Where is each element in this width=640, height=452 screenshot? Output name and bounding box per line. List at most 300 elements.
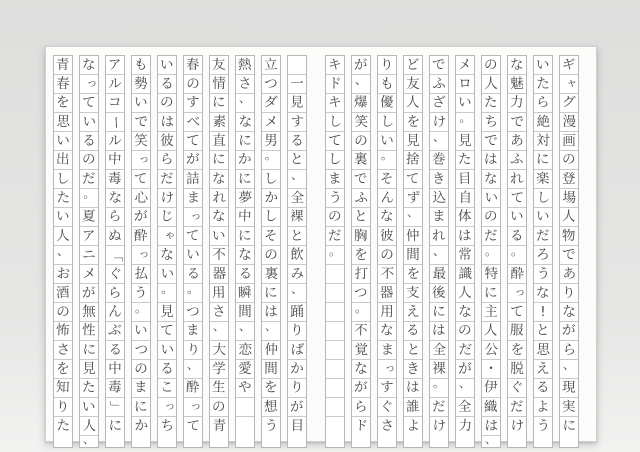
char-cell: 識 bbox=[456, 265, 474, 284]
char-cell: 。 bbox=[132, 303, 150, 322]
manuscript-column bbox=[429, 55, 449, 448]
char-cell: つ bbox=[262, 75, 280, 94]
char-cell: 愛 bbox=[236, 360, 254, 379]
char-cell: よ bbox=[535, 398, 551, 416]
char-cell: だ bbox=[81, 170, 97, 188]
char-cell: 瞬 bbox=[237, 284, 253, 302]
char-cell: 、 bbox=[184, 360, 202, 379]
char-cell: ニ bbox=[80, 246, 98, 265]
char-cell: や bbox=[236, 379, 254, 398]
char-cell: に bbox=[237, 227, 253, 245]
char-cell: る bbox=[404, 322, 422, 341]
char-cell: 人 bbox=[404, 94, 422, 113]
char-cell: い bbox=[378, 132, 396, 151]
char-cell: 出 bbox=[54, 151, 72, 170]
char-cell: ふ bbox=[508, 151, 526, 170]
char-cell: ル bbox=[106, 132, 124, 151]
char-cell: の bbox=[158, 94, 176, 113]
char-cell: 」 bbox=[106, 398, 124, 417]
char-cell: ・ bbox=[482, 360, 500, 379]
char-cell: メ bbox=[80, 265, 98, 284]
char-cell: い bbox=[81, 398, 97, 416]
char-cell: さ bbox=[380, 417, 395, 435]
char-cell: で bbox=[132, 113, 150, 132]
char-cell: に bbox=[534, 151, 552, 170]
char-cell: い bbox=[535, 56, 551, 74]
char-cell bbox=[236, 398, 254, 417]
char-cell: て bbox=[508, 303, 526, 322]
char-cell: 、 bbox=[352, 75, 370, 94]
char-cell: 伊 bbox=[482, 379, 500, 398]
char-cell: 無 bbox=[80, 303, 98, 322]
char-cell: 人 bbox=[457, 284, 473, 302]
char-cell: ぐ bbox=[106, 265, 124, 284]
char-cell: の bbox=[184, 75, 202, 94]
char-cell: と bbox=[288, 151, 306, 170]
char-cell: み bbox=[288, 265, 306, 284]
char-cell: 夢 bbox=[236, 189, 254, 208]
char-cell: で bbox=[560, 246, 578, 265]
char-cell: す bbox=[378, 379, 396, 398]
char-cell: 、 bbox=[484, 432, 498, 447]
char-cell: 勢 bbox=[132, 75, 150, 94]
manuscript-column bbox=[507, 55, 527, 448]
char-cell: を bbox=[54, 360, 72, 379]
char-cell: 器 bbox=[210, 265, 228, 284]
char-cell: 現 bbox=[560, 379, 578, 398]
char-cell: 体 bbox=[456, 208, 474, 227]
char-cell: 不 bbox=[210, 246, 228, 265]
char-cell bbox=[326, 417, 344, 436]
char-cell: に bbox=[430, 303, 448, 322]
char-cell: ろ bbox=[534, 246, 552, 265]
char-cell: コ bbox=[106, 94, 124, 113]
char-cell: 込 bbox=[430, 189, 448, 208]
char-cell: ャ bbox=[560, 75, 578, 94]
char-cell: が bbox=[81, 284, 97, 302]
char-cell: 爆 bbox=[352, 94, 370, 113]
char-cell: な bbox=[560, 303, 578, 322]
char-cell: っ bbox=[508, 284, 526, 303]
char-cell: い bbox=[54, 132, 72, 151]
char-cell: に bbox=[108, 417, 123, 435]
char-cell: 画 bbox=[560, 132, 578, 151]
char-cell bbox=[326, 398, 344, 417]
two-page-spread bbox=[46, 55, 596, 448]
char-cell: っ bbox=[80, 75, 98, 94]
char-cell: 、 bbox=[430, 246, 448, 265]
char-cell: キ bbox=[326, 94, 344, 113]
char-cell: れ bbox=[210, 189, 228, 208]
char-cell: ず bbox=[404, 189, 422, 208]
manuscript-column bbox=[261, 55, 281, 448]
char-cell: と bbox=[404, 341, 422, 360]
char-cell: 立 bbox=[263, 56, 279, 74]
char-cell: じ bbox=[158, 208, 176, 227]
char-cell: 自 bbox=[456, 189, 474, 208]
char-cell: 笑 bbox=[352, 113, 370, 132]
char-cell: は bbox=[482, 417, 500, 436]
char-cell: 大 bbox=[210, 341, 228, 360]
char-cell: け bbox=[158, 189, 176, 208]
char-cell: ! bbox=[534, 303, 552, 322]
char-cell: 人 bbox=[55, 227, 71, 245]
char-cell: だ bbox=[483, 227, 499, 245]
char-cell: ま bbox=[327, 170, 343, 188]
char-cell: き bbox=[404, 360, 422, 379]
char-cell: っ bbox=[132, 151, 150, 170]
char-cell: 、 bbox=[236, 322, 254, 341]
char-cell: て bbox=[158, 322, 176, 341]
char-cell: 間 bbox=[404, 246, 422, 265]
char-cell: な bbox=[378, 322, 396, 341]
char-cell: 友 bbox=[404, 75, 422, 94]
char-cell: を bbox=[404, 113, 422, 132]
char-cell: の bbox=[54, 303, 72, 322]
char-cell: っ bbox=[132, 246, 150, 265]
char-cell: た bbox=[80, 379, 98, 398]
manuscript-column bbox=[351, 55, 371, 448]
char-cell: で bbox=[482, 132, 500, 151]
char-cell: か bbox=[262, 189, 280, 208]
char-cell: 、 bbox=[82, 432, 96, 447]
char-cell: が bbox=[184, 151, 202, 170]
char-cell: し bbox=[55, 170, 71, 188]
char-cell: な bbox=[106, 189, 124, 208]
char-cell: ぐ bbox=[508, 379, 526, 398]
char-cell: 絶 bbox=[534, 113, 552, 132]
char-cell: 裏 bbox=[352, 151, 370, 170]
char-cell: ざ bbox=[430, 94, 448, 113]
page-right-half bbox=[325, 55, 579, 448]
char-cell: い bbox=[54, 208, 72, 227]
char-cell: る bbox=[288, 132, 306, 151]
manuscript-column bbox=[377, 55, 397, 448]
char-cell: も bbox=[378, 75, 396, 94]
char-cell: る bbox=[158, 75, 176, 94]
manuscript-column bbox=[79, 55, 99, 448]
char-cell: 不 bbox=[378, 265, 396, 284]
char-cell: が bbox=[289, 398, 305, 416]
char-cell: し bbox=[326, 113, 344, 132]
char-cell: と bbox=[534, 322, 552, 341]
char-cell: ぶ bbox=[106, 322, 124, 341]
char-cell: ル bbox=[106, 75, 124, 94]
char-cell: し bbox=[262, 208, 280, 227]
manuscript-column bbox=[287, 55, 307, 448]
char-cell: 捨 bbox=[404, 151, 422, 170]
manuscript-column bbox=[325, 55, 345, 448]
char-cell: 見 bbox=[288, 94, 306, 113]
char-cell: り bbox=[379, 56, 395, 74]
char-cell: 。 bbox=[508, 246, 526, 265]
manuscript-paper bbox=[45, 46, 597, 447]
char-cell: け bbox=[510, 417, 525, 435]
char-cell: 素 bbox=[210, 113, 228, 132]
char-cell: 、 bbox=[54, 246, 72, 265]
char-cell: 直 bbox=[210, 132, 228, 151]
char-cell: て bbox=[186, 417, 201, 435]
char-cell: 。 bbox=[326, 246, 344, 265]
char-cell: る bbox=[534, 379, 552, 398]
char-cell: ち bbox=[160, 417, 175, 435]
char-cell: な bbox=[81, 56, 97, 74]
char-cell: ぐ bbox=[379, 398, 395, 416]
char-cell: 覚 bbox=[352, 341, 370, 360]
char-cell: ま bbox=[132, 379, 150, 398]
char-cell: し bbox=[263, 170, 279, 188]
char-cell: 友 bbox=[211, 56, 227, 74]
char-cell: に bbox=[263, 284, 279, 302]
char-cell: つ bbox=[184, 303, 202, 322]
char-cell: を bbox=[508, 341, 526, 360]
page-left-half bbox=[53, 55, 307, 448]
char-cell: え bbox=[534, 360, 552, 379]
char-cell: 一 bbox=[288, 75, 306, 94]
char-cell bbox=[326, 303, 344, 322]
char-cell: さ bbox=[54, 341, 72, 360]
char-cell: 、 bbox=[456, 379, 474, 398]
char-cell: 知 bbox=[54, 379, 72, 398]
char-cell: り bbox=[561, 284, 577, 302]
char-cell: え bbox=[404, 303, 422, 322]
char-cell: と bbox=[289, 227, 305, 245]
char-cell: つ bbox=[132, 341, 150, 360]
char-cell: っ bbox=[184, 208, 202, 227]
char-cell: 中 bbox=[236, 208, 254, 227]
char-cell: う bbox=[264, 417, 279, 435]
char-cell: 春 bbox=[185, 56, 201, 74]
char-cell: い bbox=[184, 246, 202, 265]
char-cell: 、 bbox=[236, 94, 254, 113]
char-cell bbox=[326, 322, 344, 341]
char-cell: 酔 bbox=[133, 227, 149, 245]
char-cell: 不 bbox=[352, 322, 370, 341]
char-cell bbox=[326, 379, 344, 398]
char-cell: 人 bbox=[560, 208, 578, 227]
char-cell: に bbox=[133, 398, 149, 416]
char-cell: の bbox=[262, 246, 280, 265]
char-cell: か bbox=[288, 360, 306, 379]
char-cell: だ bbox=[431, 398, 447, 416]
char-cell: に bbox=[237, 170, 253, 188]
char-cell: ら bbox=[158, 151, 176, 170]
char-cell: な bbox=[535, 284, 551, 302]
char-cell: ま bbox=[184, 322, 202, 341]
char-cell: 夏 bbox=[80, 208, 98, 227]
char-cell: で bbox=[353, 170, 369, 188]
char-cell: ち bbox=[482, 113, 500, 132]
char-cell: る bbox=[158, 360, 176, 379]
char-cell: ま bbox=[184, 189, 202, 208]
char-cell: 間 bbox=[236, 303, 254, 322]
char-cell: ま bbox=[378, 341, 396, 360]
char-cell: 優 bbox=[378, 94, 396, 113]
char-cell: 見 bbox=[158, 303, 176, 322]
char-cell: い bbox=[158, 341, 176, 360]
char-cell: 胸 bbox=[353, 227, 369, 245]
char-cell: の bbox=[211, 398, 227, 416]
char-cell: 。 bbox=[262, 151, 280, 170]
char-cell: お bbox=[54, 265, 72, 284]
char-cell: 酔 bbox=[184, 379, 202, 398]
char-cell: う bbox=[534, 265, 552, 284]
char-cell: そ bbox=[263, 227, 279, 245]
char-cell: を bbox=[262, 379, 280, 398]
char-cell: 、 bbox=[288, 170, 306, 189]
manuscript-column bbox=[235, 55, 255, 448]
char-cell bbox=[326, 265, 344, 284]
char-cell: な bbox=[483, 170, 499, 188]
char-cell: ら bbox=[534, 94, 552, 113]
char-cell: な bbox=[211, 170, 227, 188]
char-cell: 酔 bbox=[508, 265, 526, 284]
char-cell: い bbox=[211, 227, 227, 245]
char-cell: の bbox=[80, 151, 98, 170]
char-cell: か bbox=[134, 417, 149, 435]
char-cell: 全 bbox=[430, 341, 448, 360]
char-cell: 裏 bbox=[262, 265, 280, 284]
char-cell: あ bbox=[560, 265, 578, 284]
char-cell: ぬ bbox=[107, 227, 123, 245]
char-cell: う bbox=[133, 284, 149, 302]
char-cell: ら bbox=[107, 284, 123, 302]
char-cell: 払 bbox=[132, 265, 150, 284]
char-cell: 支 bbox=[405, 284, 421, 302]
manuscript-column bbox=[105, 55, 125, 448]
char-cell: 春 bbox=[54, 75, 72, 94]
char-cell: 、 bbox=[288, 284, 306, 303]
char-cell: 間 bbox=[262, 360, 280, 379]
char-cell: い bbox=[132, 322, 150, 341]
char-cell: き bbox=[431, 170, 447, 188]
char-cell: 全 bbox=[288, 189, 306, 208]
char-cell: い bbox=[534, 208, 552, 227]
char-cell: っ bbox=[378, 360, 396, 379]
char-cell: ア bbox=[107, 56, 123, 74]
char-cell: で bbox=[431, 56, 447, 74]
char-cell: 毒 bbox=[107, 170, 123, 188]
char-cell: だ bbox=[535, 227, 551, 245]
char-cell: ゃ bbox=[158, 227, 176, 246]
char-cell: ギ bbox=[561, 56, 577, 74]
char-cell: 、 bbox=[404, 208, 422, 227]
char-cell: 物 bbox=[561, 227, 577, 245]
char-cell: て bbox=[326, 132, 344, 151]
char-cell: 誰 bbox=[405, 398, 421, 416]
char-cell: は bbox=[482, 151, 500, 170]
char-cell: い bbox=[456, 94, 474, 113]
char-cell: グ bbox=[560, 94, 578, 113]
char-cell: 人 bbox=[80, 417, 98, 436]
char-cell: い bbox=[132, 94, 150, 113]
char-cell: て bbox=[184, 132, 202, 151]
char-cell: 魅 bbox=[508, 75, 526, 94]
char-cell: 楽 bbox=[535, 170, 551, 188]
char-cell: が bbox=[353, 56, 369, 74]
char-cell: 常 bbox=[456, 246, 474, 265]
char-cell: 力 bbox=[508, 94, 526, 113]
char-cell: な bbox=[352, 360, 370, 379]
char-cell: 学 bbox=[210, 360, 228, 379]
char-cell: ア bbox=[81, 227, 97, 245]
char-cell: ー bbox=[106, 113, 124, 132]
char-cell bbox=[236, 417, 254, 436]
char-cell: 、 bbox=[560, 360, 578, 379]
char-cell: 中 bbox=[106, 360, 124, 379]
char-cell: さ bbox=[236, 75, 254, 94]
char-cell: る bbox=[236, 265, 254, 284]
char-cell: 特 bbox=[482, 265, 500, 284]
char-cell: し bbox=[378, 113, 396, 132]
char-cell: な bbox=[236, 113, 254, 132]
char-cell: た bbox=[534, 75, 552, 94]
char-cell: 仲 bbox=[405, 227, 421, 245]
char-cell: の bbox=[560, 151, 578, 170]
char-cell: ダ bbox=[262, 94, 280, 113]
char-cell: に bbox=[80, 341, 98, 360]
char-cell: の bbox=[482, 208, 500, 227]
char-cell bbox=[326, 284, 344, 303]
char-cell: な bbox=[158, 246, 176, 265]
char-cell: 詰 bbox=[185, 170, 201, 188]
char-cell: 、 bbox=[430, 132, 448, 151]
char-cell: し bbox=[534, 189, 552, 208]
char-cell: 見 bbox=[404, 132, 422, 151]
char-cell: よ bbox=[406, 417, 421, 435]
char-cell: だ bbox=[327, 227, 343, 245]
char-cell: が bbox=[352, 379, 370, 398]
char-cell: 用 bbox=[378, 303, 396, 322]
char-cell: ふ bbox=[352, 189, 370, 208]
char-cell: キ bbox=[327, 56, 343, 74]
char-cell: 対 bbox=[534, 132, 552, 151]
char-cell: る bbox=[106, 341, 124, 360]
char-cell: た bbox=[482, 94, 500, 113]
char-cell: た bbox=[54, 189, 72, 208]
char-cell: の bbox=[326, 208, 344, 227]
char-cell: て bbox=[508, 189, 526, 208]
manuscript-column bbox=[209, 55, 229, 448]
char-cell: も bbox=[133, 56, 149, 74]
char-cell: 。 bbox=[456, 113, 474, 132]
char-cell: 登 bbox=[561, 170, 577, 188]
char-cell: す bbox=[184, 94, 202, 113]
char-cell: 最 bbox=[430, 265, 448, 284]
manuscript-column bbox=[53, 55, 73, 448]
char-cell: だ bbox=[159, 170, 175, 188]
char-cell: 青 bbox=[212, 417, 227, 435]
char-cell: 織 bbox=[483, 398, 499, 416]
char-cell: が bbox=[560, 322, 578, 341]
char-cell: 情 bbox=[210, 75, 228, 94]
char-cell: が bbox=[132, 208, 150, 227]
char-cell: に bbox=[210, 94, 228, 113]
char-cell: 中 bbox=[106, 151, 124, 170]
char-cell: ん bbox=[378, 189, 396, 208]
char-cell: い bbox=[80, 113, 98, 132]
char-cell: 全 bbox=[457, 398, 473, 416]
char-cell: 。 bbox=[482, 246, 500, 265]
char-cell: 後 bbox=[431, 284, 447, 302]
char-cell: て bbox=[405, 170, 421, 188]
char-cell: ド bbox=[326, 75, 344, 94]
char-cell: 仲 bbox=[262, 341, 280, 360]
char-cell: た bbox=[456, 151, 474, 170]
char-cell: 「 bbox=[106, 246, 124, 265]
char-cell: っ bbox=[184, 398, 202, 417]
manuscript-column bbox=[455, 55, 475, 448]
